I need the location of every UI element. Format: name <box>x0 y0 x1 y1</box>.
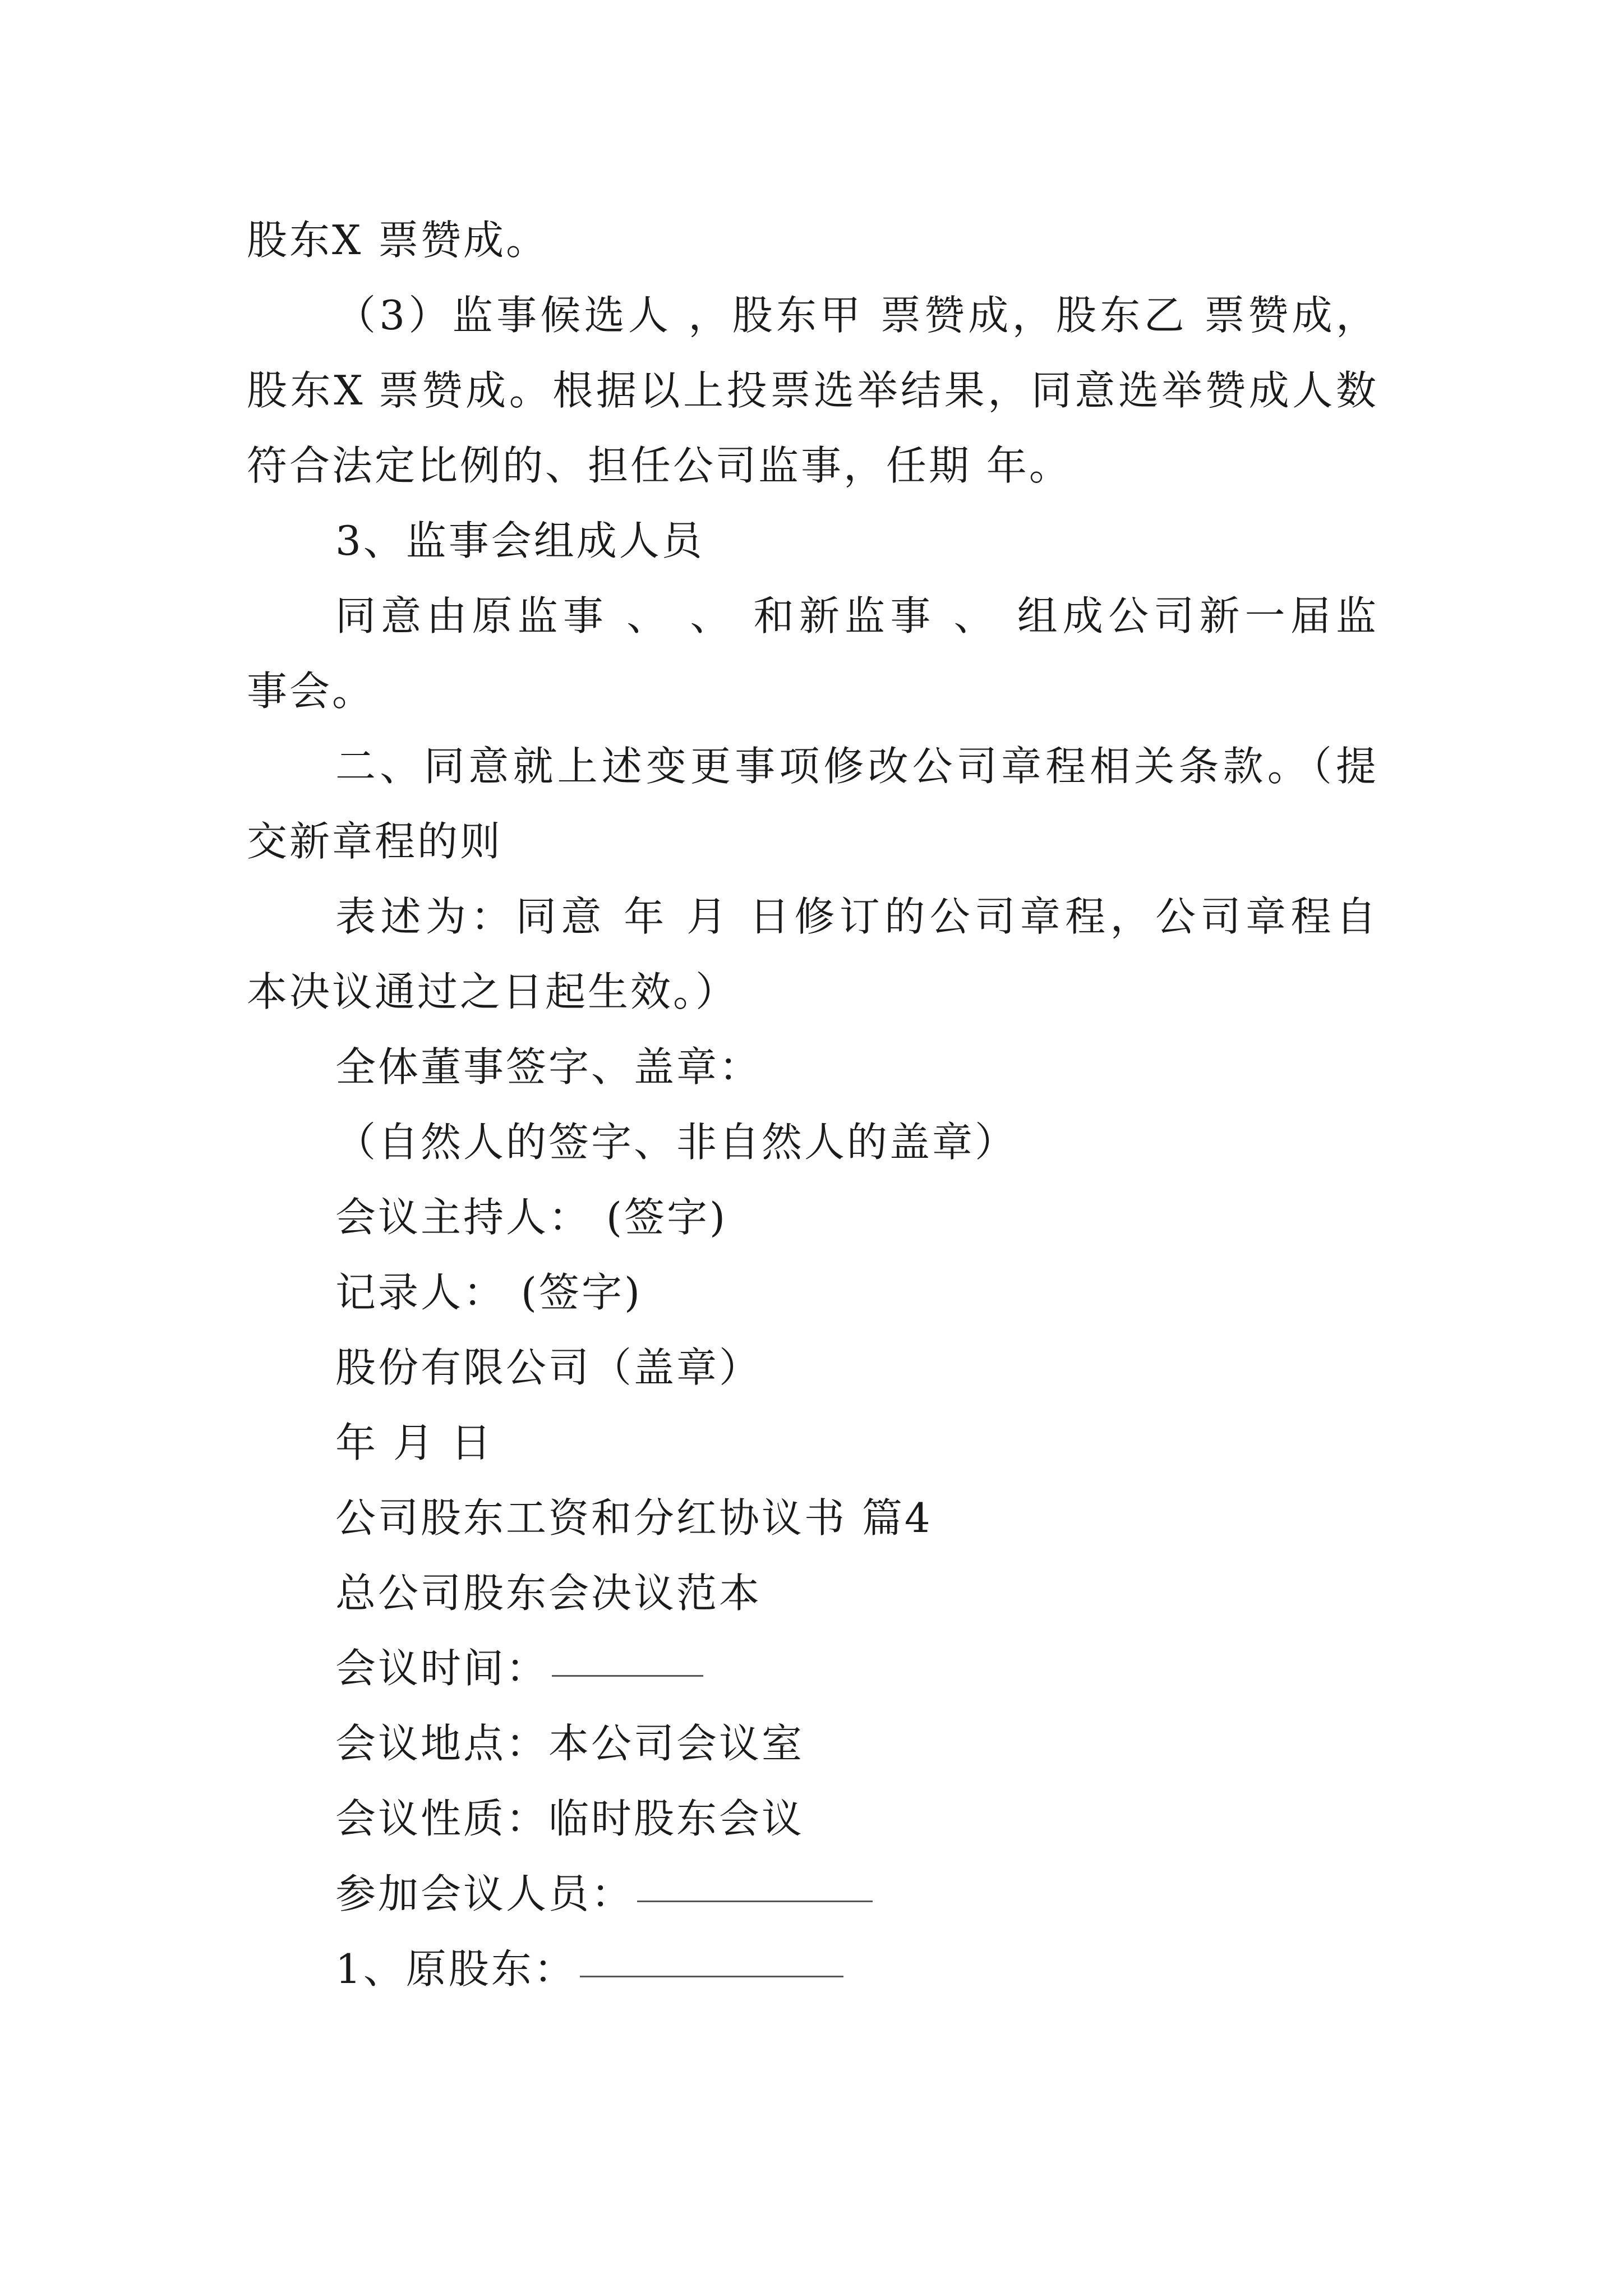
text-line: 符合法定比例的、担任公司监事，任期 年。 <box>247 442 1072 489</box>
original-shareholders-blank <box>580 1973 843 1977</box>
text-line: 表述为：同意 年 月 日修订的公司章程，公司章程自 <box>335 893 1376 940</box>
text-line: 本决议通过之日起生效。） <box>247 968 739 1015</box>
section-heading: 公司股东工资和分红协议书 篇4 <box>335 1494 933 1542</box>
text-line: 交新章程的则 <box>247 818 503 865</box>
text-line: 股份有限公司（盖章） <box>335 1344 762 1391</box>
text-line: 会议地点：本公司会议室 <box>335 1720 805 1767</box>
text-line: 同意由原监事 、 、 和新监事 、 组成公司新一届监 <box>335 592 1376 639</box>
meeting-time-line <box>335 1640 703 1696</box>
attendees-line <box>335 1866 873 1922</box>
text-line: （3）监事候选人 ，股东甲 票赞成，股东乙 票赞成， <box>335 292 1376 339</box>
text-line: 事会。 <box>247 668 375 715</box>
text-line: 3、监事会组成人员 <box>335 517 704 564</box>
attendees-label: 参加会议人员： <box>335 1870 634 1917</box>
text-line: 股东X 票赞成。 <box>247 217 549 264</box>
text-line: 年 月 日 <box>335 1419 494 1466</box>
text-line: 会议主持人： (签字) <box>335 1194 728 1241</box>
text-line: 记录人： (签字) <box>335 1269 643 1316</box>
text-line: 股东X 票赞成。根据以上投票选举结果，同意选举赞成人数 <box>247 367 1376 414</box>
original-shareholders-label: 1、原股东： <box>335 1945 577 1993</box>
text-line: （自然人的签字、非自然人的盖章） <box>335 1119 1018 1166</box>
attendees-blank <box>637 1898 873 1902</box>
original-shareholders-line <box>335 1941 843 1997</box>
meeting-time-label: 会议时间： <box>335 1645 549 1692</box>
meeting-time-blank <box>552 1673 703 1677</box>
text-line: 二、同意就上述变更事项修改公司章程相关条款。（提 <box>335 743 1376 790</box>
section-title: 总公司股东会决议范本 <box>335 1570 762 1617</box>
text-line: 会议性质：临时股东会议 <box>335 1795 805 1842</box>
text-line: 全体董事签字、盖章： <box>335 1043 762 1091</box>
